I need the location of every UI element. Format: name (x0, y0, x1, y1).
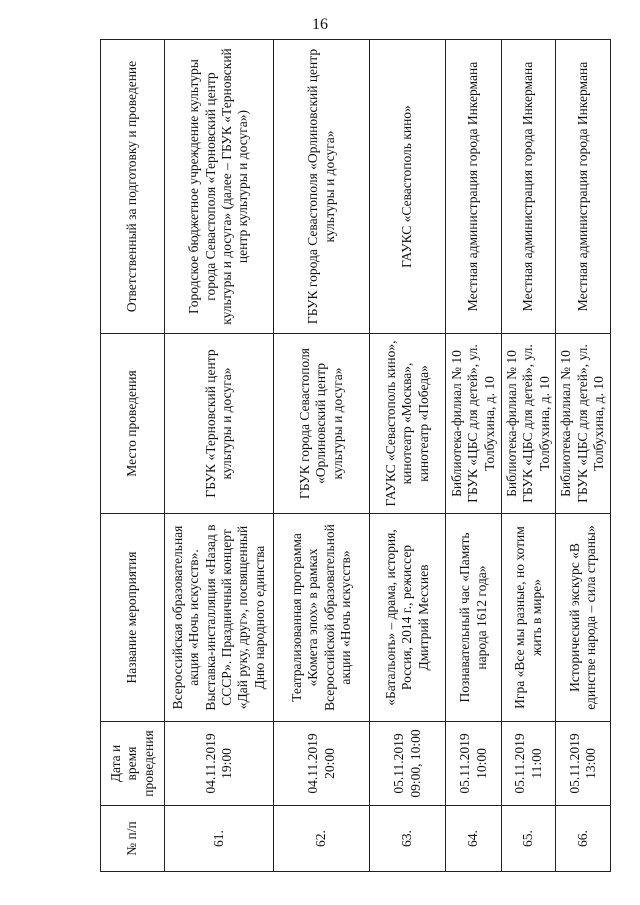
table-row (446, 40, 502, 872)
cell-num: 62. (274, 806, 370, 872)
header-responsible: Ответственный за подготовку и проведение (101, 40, 165, 334)
cell-num: 65. (502, 806, 556, 872)
table-row (274, 40, 370, 872)
table-row (502, 40, 556, 872)
cell-date: 04.11.2019 20:00 (274, 722, 370, 806)
cell-responsible: ГАУКС «Севастополь кино» (370, 40, 446, 334)
cell-place: ГБУК города Севастополя «Орлиновский центр культуры и досуга» (274, 334, 370, 514)
cell-name: Познавательный час «Память народа 1612 года» (446, 514, 502, 722)
cell-place: Библиотека-филиал № 10 ГБУК «ЦБС для детей», ул. Толбухина, д. 10 (556, 334, 610, 514)
table-header-row (101, 40, 165, 872)
cell-responsible: Городское бюджетное учреждение культуры города Севастополя «Терновский центр культуры и досуга» (далее – ГБУК «Терновский центр культуры и досуга») (165, 40, 274, 334)
cell-place: ГБУК «Терновский центр культуры и досуга» (165, 334, 274, 514)
table-row (165, 40, 274, 872)
cell-date: 05.11.2019 09:00, 10:00 (370, 722, 446, 806)
cell-name: Всероссийская образовательная акция «Ночь искусств». Выставка-инсталляция «Назад в СССР». Праздничный концерт «Дай руку, друг», посвященный Дню народного единства (165, 514, 274, 722)
cell-name: «Батальонъ» – драма, история, Россия, 2014 г., режиссер Дмитрий Месхиев (370, 514, 446, 722)
cell-date: 05.11.2019 10:00 (446, 722, 502, 806)
cell-date: 05.11.2019 11:00 (502, 722, 556, 806)
cell-responsible: Местная администрация города Инкермана (502, 40, 556, 334)
cell-place: ГАУКС «Севастополь кино», кинотеатр «Москва», кинотеатр «Победа» (370, 334, 446, 514)
header-name: Название мероприятия (101, 514, 165, 722)
header-place: Место проведения (101, 334, 165, 514)
table-row (370, 40, 446, 872)
events-table-rotated (100, 40, 605, 872)
cell-num: 66. (556, 806, 610, 872)
cell-name: Игра «Все мы разные, но хотим жить в мире» (502, 514, 556, 722)
table-row (556, 40, 610, 872)
cell-place: Библиотека-филиал № 10 ГБУК «ЦБС для детей», ул. Толбухина, д. 10 (446, 334, 502, 514)
events-table (100, 39, 611, 872)
cell-place: Библиотека-филиал № 10 ГБУК «ЦБС для детей», ул. Толбухина, д. 10 (502, 334, 556, 514)
header-date: Дата и время проведения (101, 722, 165, 806)
cell-responsible: Местная администрация города Инкермана (556, 40, 610, 334)
cell-num: 64. (446, 806, 502, 872)
header-num: № п/п (101, 806, 165, 872)
cell-date: 04.11.2019 19:00 (165, 722, 274, 806)
cell-date: 05.11.2019 13:00 (556, 722, 610, 806)
page-number: 16 (312, 16, 328, 33)
cell-name: Театрализованная программа «Комета эпох» в рамках Всероссийской образовательной акции «Ночь искусств» (274, 514, 370, 722)
cell-name: Исторический экскурс «В единстве народа – сила страны» (556, 514, 610, 722)
cell-responsible: Местная администрация города Инкермана (446, 40, 502, 334)
cell-num: 61. (165, 806, 274, 872)
cell-responsible: ГБУК города Севастополя «Орлиновский центр культуры и досуга» (274, 40, 370, 334)
cell-num: 63. (370, 806, 446, 872)
